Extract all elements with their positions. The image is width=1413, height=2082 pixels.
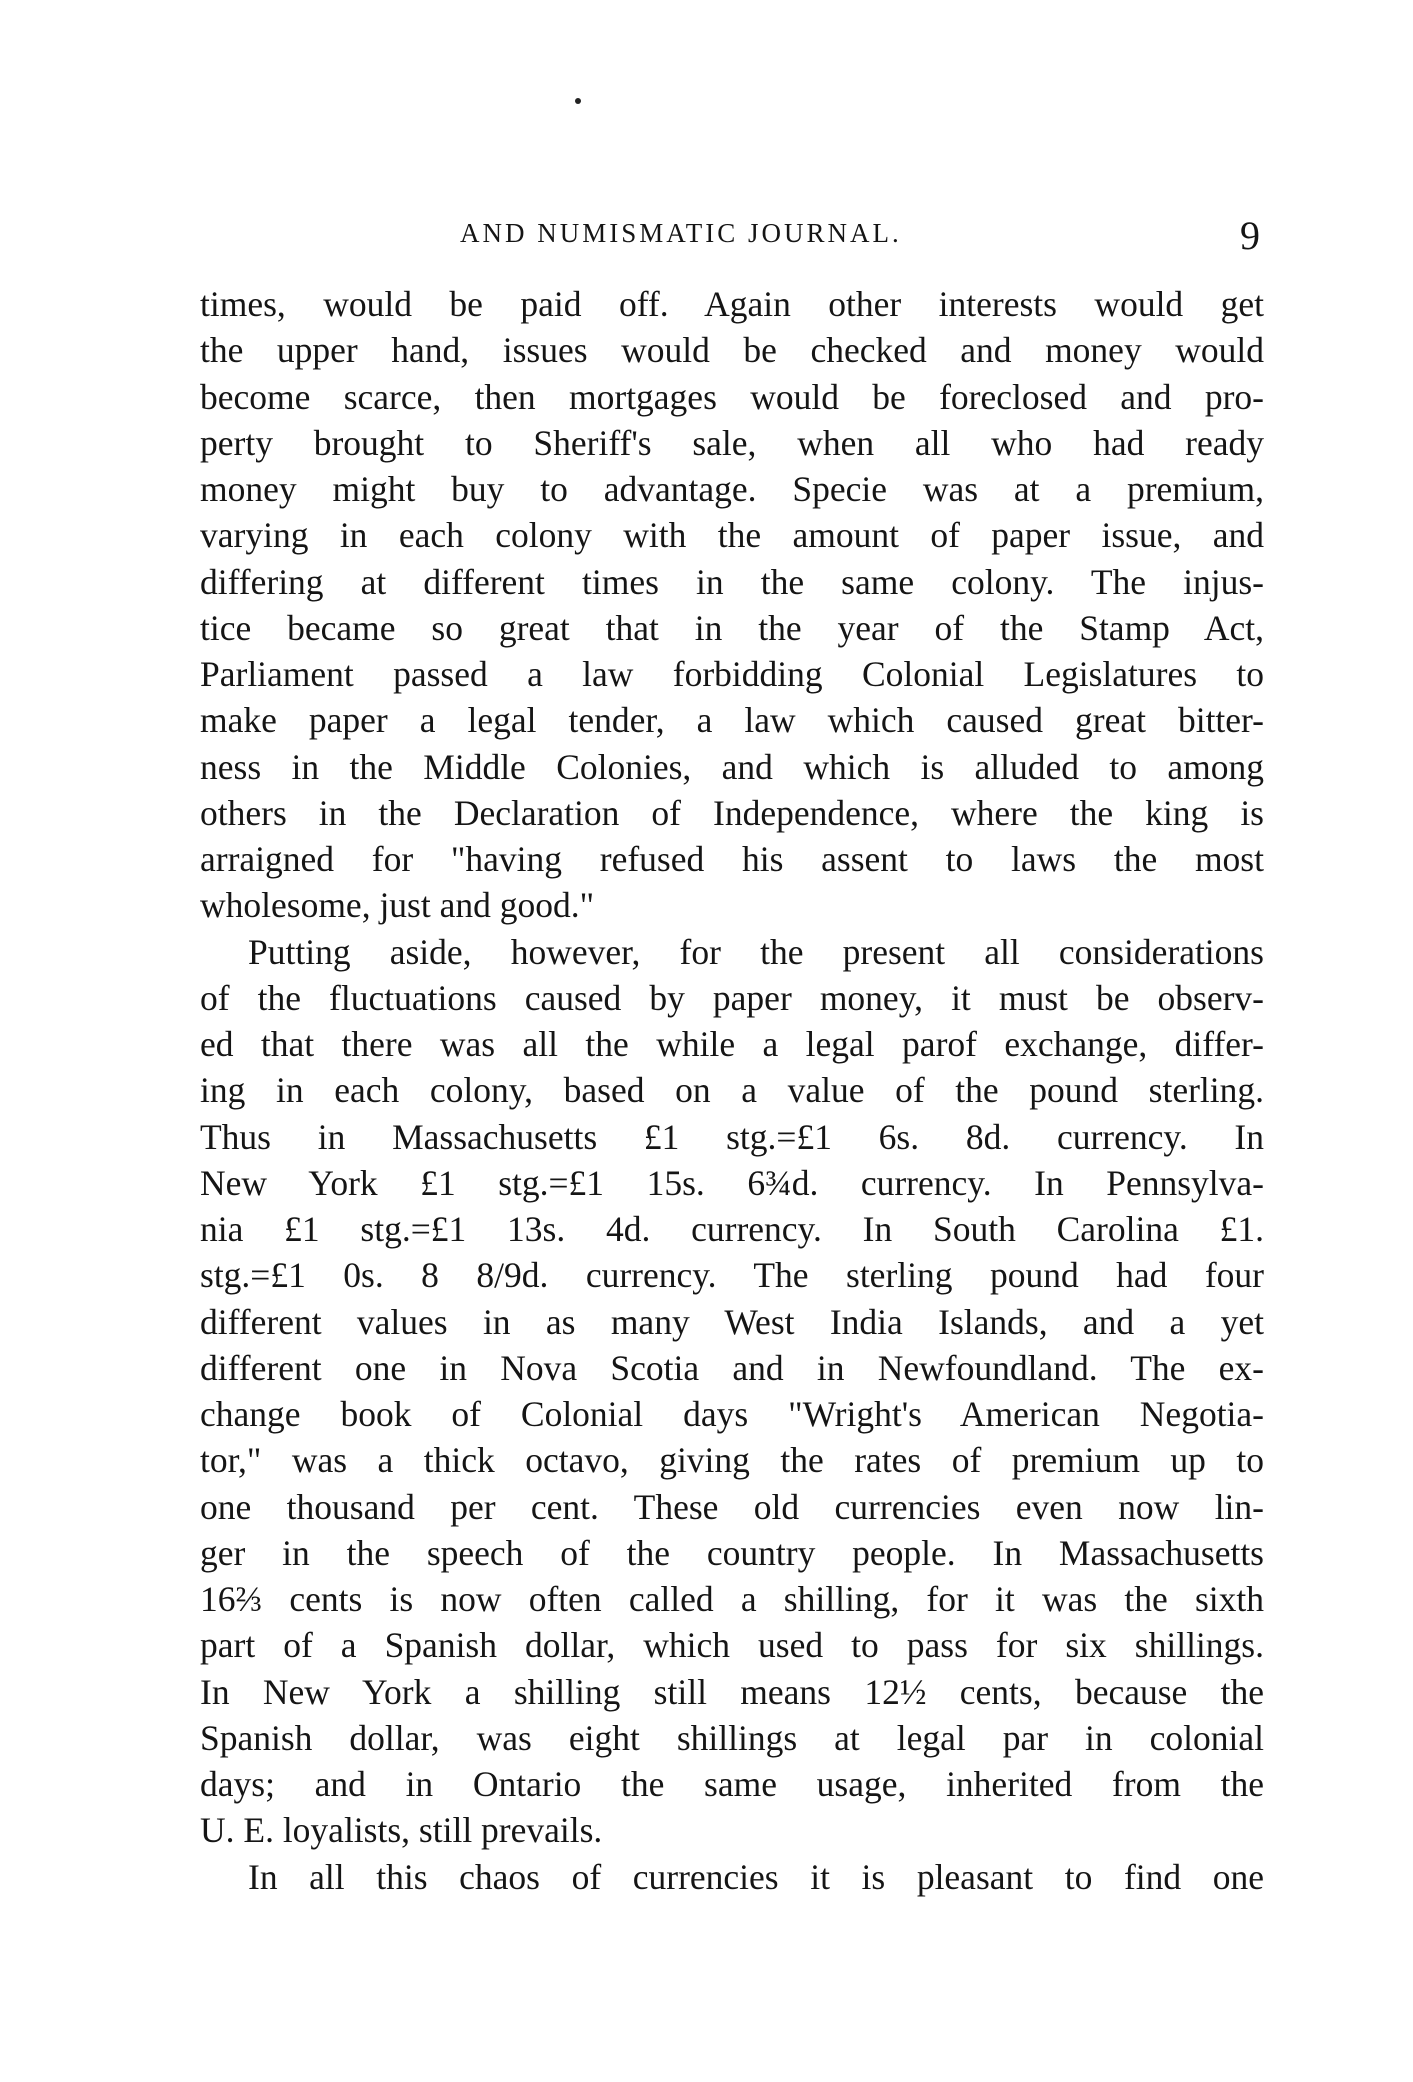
text-line: ing in each colony, based on a value of the pound sterling.	[200, 1070, 1264, 1111]
text-line: part of a Spanish dollar, which used to pass for six shillings.	[200, 1625, 1264, 1666]
text-line: ed that there was all the while a legal parof exchange, differ-	[200, 1024, 1264, 1064]
text-line: Thus in Massachusetts £1 stg.=£1 6s. 8d. currency. In	[200, 1116, 1264, 1157]
text-line: become scarce, then mortgages would be foreclosed and pro-	[200, 376, 1264, 417]
text-line: others in the Declaration of Independence, where the king is	[200, 792, 1264, 833]
text-line: tice became so great that in the year of the Stamp Act,	[200, 607, 1264, 648]
text-line: nia £1 stg.=£1 13s. 4d. currency. In South Carolina £1.	[200, 1209, 1264, 1249]
text-line: change book of Colonial days "Wright's American Negotia-	[200, 1394, 1264, 1434]
text-line: perty brought to Sheriff's sale, when all who had ready	[200, 422, 1264, 463]
text-line: days; and in Ontario the same usage, inherited from the	[200, 1764, 1264, 1804]
text-line: make paper a legal tender, a law which caused great bitter-	[200, 700, 1264, 741]
text-line: arraigned for "having refused his assent to laws the most	[200, 839, 1264, 879]
text-line: varying in each colony with the amount of paper issue, and	[200, 515, 1264, 556]
ink-speck	[575, 98, 581, 104]
text-line: times, would be paid off. Again other interests would get	[200, 284, 1264, 324]
text-line: ness in the Middle Colonies, and which is alluded to among	[200, 746, 1264, 787]
page-number: 9	[1240, 213, 1260, 258]
text-line: one thousand per cent. These old currencies even now lin-	[200, 1486, 1264, 1527]
text-line: U. E. loyalists, still prevails.	[200, 1810, 603, 1851]
text-line: tor," was a thick octavo, giving the rates of premium up to	[200, 1440, 1264, 1481]
text-line: 16⅔ cents is now often called a shilling, for it was the sixth	[200, 1579, 1264, 1619]
paragraph-first-line: In all this chaos of currencies it is pleasant to find one	[248, 1856, 1264, 1897]
text-line: In New York a shilling still means 12½ cents, because the	[200, 1671, 1264, 1712]
text-line: Parliament passed a law forbidding Colonial Legislatures to	[200, 654, 1264, 694]
paragraph-first-line: Putting aside, however, for the present all considerations	[248, 931, 1264, 972]
text-line: New York £1 stg.=£1 15s. 6¾d. currency. In Pennsylva-	[200, 1162, 1264, 1203]
text-line: differing at different times in the same colony. The injus-	[200, 561, 1264, 602]
text-line: ger in the speech of the country people. In Massachusetts	[200, 1532, 1264, 1573]
text-line: stg.=£1 0s. 8 8/9d. currency. The sterling pound had four	[200, 1255, 1264, 1296]
text-line: different values in as many West India Islands, and a yet	[200, 1301, 1264, 1342]
text-line: of the fluctuations caused by paper money, it must be observ-	[200, 977, 1264, 1018]
text-line: different one in Nova Scotia and in Newfoundland. The ex-	[200, 1347, 1264, 1388]
running-head	[200, 212, 1260, 262]
text-line: wholesome, just and good."	[200, 885, 595, 926]
running-title: AND NUMISMATIC JOURNAL.	[460, 218, 902, 248]
text-line: money might buy to advantage. Specie was at a premium,	[200, 469, 1264, 509]
body-text	[200, 281, 1264, 1900]
text-line: Spanish dollar, was eight shillings at legal par in colonial	[200, 1717, 1264, 1758]
text-line: the upper hand, issues would be checked and money would	[200, 330, 1264, 371]
